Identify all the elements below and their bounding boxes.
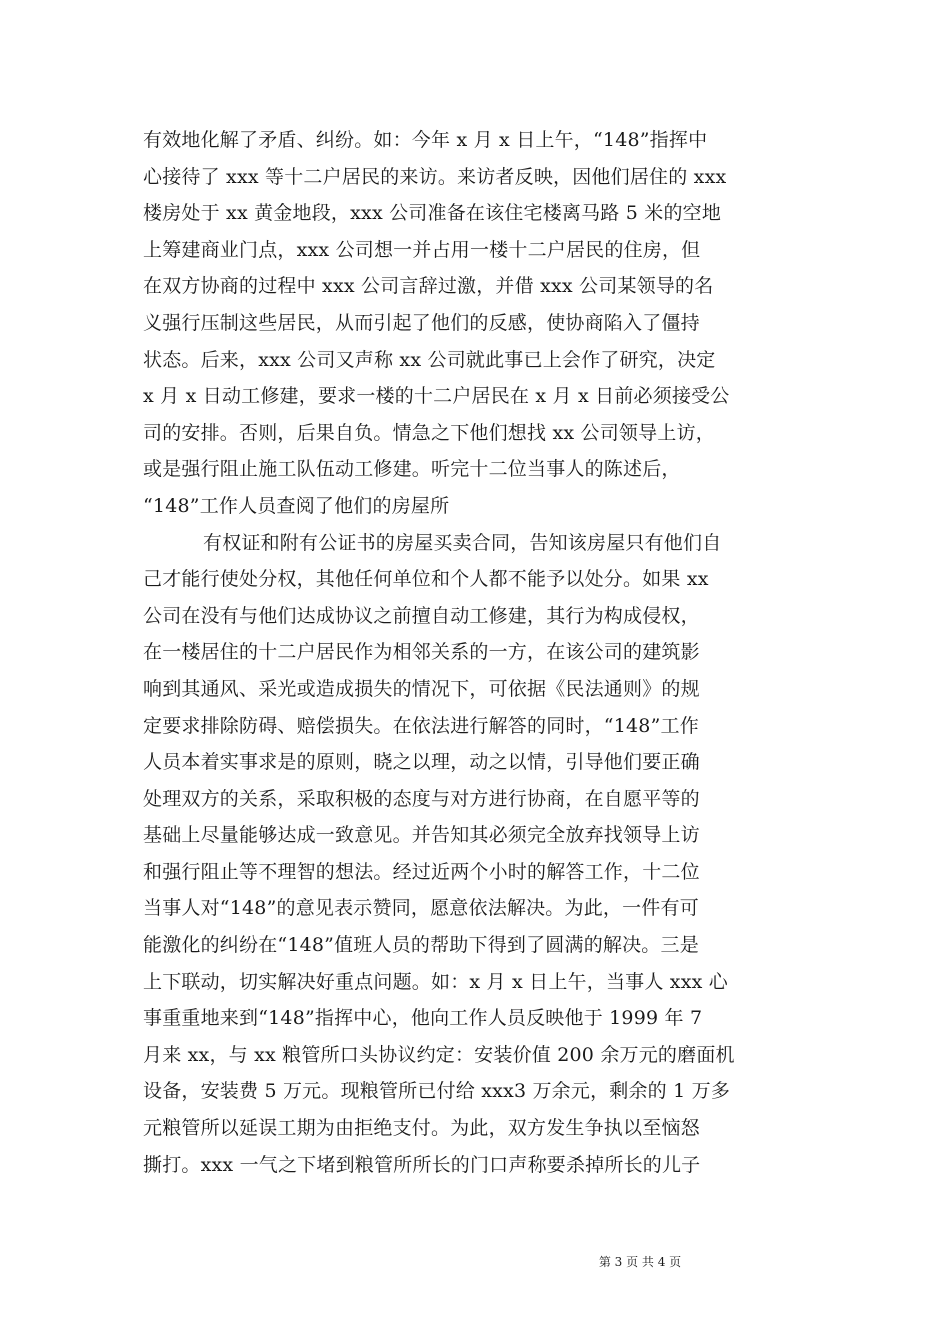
text-line: 人员本着实事求是的原则，晓之以理，动之以情，引导他们要正确 — [143, 751, 700, 774]
text-line: x 月 x 日动工修建，要求一楼的十二户居民在 x 月 x 日前必须接受公 — [143, 385, 730, 408]
text-line: 有效地化解了矛盾、纠纷。如：今年 x 月 x 日上午，“148”指挥中 — [143, 129, 708, 151]
text-line: 月来 xx，与 xx 粮管所口头协议约定：安装价值 200 余万元的磨面机 — [143, 1043, 735, 1066]
text-line: 公司在没有与他们达成协议之前擅自动工修建，其行为构成侵权， — [143, 604, 700, 627]
text-line: 撕打。xxx 一气之下堵到粮管所所长的门口声称要杀掉所长的儿子 — [143, 1153, 701, 1176]
text-line: 上下联动，切实解决好重点问题。如：x 月 x 日上午，当事人 xxx 心 — [143, 970, 728, 993]
text-line: 基础上尽量能够达成一致意见。并告知其必须完全放弃找领导上访 — [143, 824, 700, 847]
text-line: 己才能行使处分权，其他任何单位和个人都不能予以处分。如果 xx — [143, 568, 709, 591]
paragraph-start-line: 有权证和附有公证书的房屋买卖合同，告知该房屋只有他们自 — [203, 531, 722, 554]
text-line: 定要求排除防碍、赔偿损失。在依法进行解答的同时，“148”工作 — [143, 714, 699, 737]
text-line: 当事人对“148”的意见表示赞同，愿意依法解决。为此，一件有可 — [143, 897, 699, 920]
text-line: 元粮管所以延误工期为由拒绝支付。为此，双方发生争执以至恼怒 — [143, 1117, 700, 1140]
body-text — [143, 122, 807, 1183]
text-line: 设备，安装费 5 万元。现粮管所已付给 xxx3 万余元，剩余的 1 万多 — [143, 1080, 731, 1103]
text-line: 在一楼居住的十二户居民作为相邻关系的一方，在该公司的建筑影 — [143, 641, 700, 664]
page-number-footer: 第 3 页 共 4 页 — [598, 1255, 682, 1269]
text-line: 楼房处于 xx 黄金地段，xxx 公司准备在该住宅楼离马路 5 米的空地 — [143, 202, 722, 225]
text-line: 状态。后来，xxx 公司又声称 xx 公司就此事已上会作了研究，决定 — [143, 348, 716, 371]
text-line: 事重重地来到“148”指挥中心，他向工作人员反映他于 1999 年 7 — [143, 1007, 703, 1030]
text-line: “148”工作人员查阅了他们的房屋所 — [143, 494, 450, 517]
text-line: 在双方协商的过程中 xxx 公司言辞过激，并借 xxx 公司某领导的名 — [143, 275, 714, 298]
text-line: 和强行阻止等不理智的想法。经过近两个小时的解答工作，十二位 — [143, 860, 700, 883]
text-line: 或是强行阻止施工队伍动工修建。听完十二位当事人的陈述后， — [143, 458, 681, 481]
text-line: 心接待了 xxx 等十二户居民的来访。来访者反映，因他们居住的 xxx — [143, 165, 727, 188]
text-line: 能激化的纠纷在“148”值班人员的帮助下得到了圆满的解决。三是 — [143, 934, 699, 957]
text-line: 上筹建商业门点，xxx 公司想一并占用一楼十二户居民的住房，但 — [143, 238, 701, 261]
text-line: 司的安排。否则，后果自负。情急之下他们想找 xx 公司领导上访， — [143, 421, 715, 444]
text-line: 处理双方的关系，采取积极的态度与对方进行协商，在自愿平等的 — [143, 787, 700, 810]
text-line: 义强行压制这些居民，从而引起了他们的反感，使协商陷入了僵持 — [143, 311, 700, 334]
text-line: 响到其通风、采光或造成损失的情况下，可依据《民法通则》的规 — [143, 677, 700, 700]
